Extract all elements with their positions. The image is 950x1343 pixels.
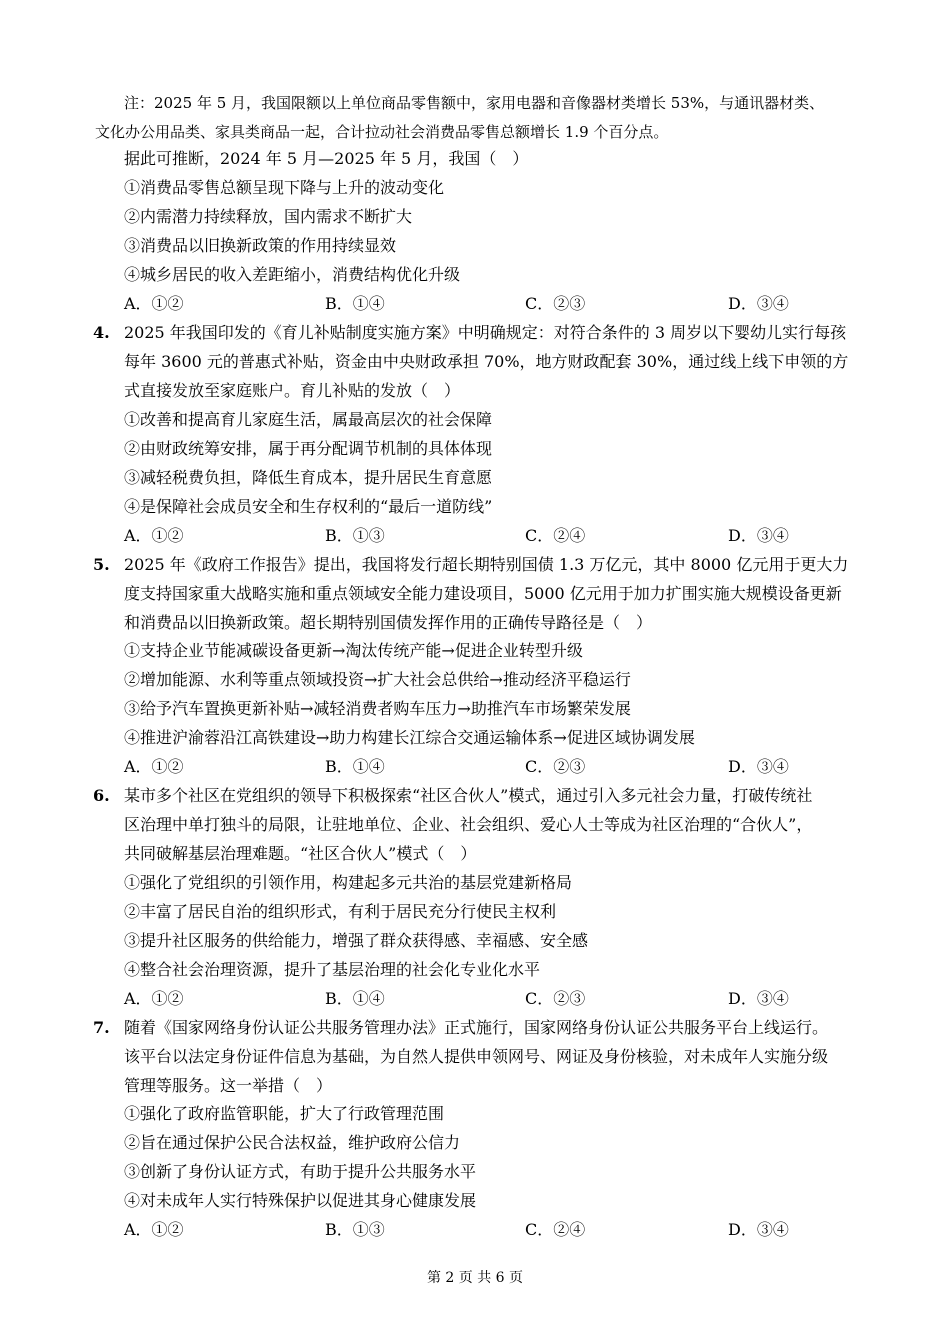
q6-option-a: A．①② xyxy=(124,989,184,1008)
q4-option-b: B．①③ xyxy=(325,526,385,545)
q7-option-a: A．①② xyxy=(124,1220,184,1239)
q5-number: 5. xyxy=(93,555,110,574)
q4-stem-line-1: 2025 年我国印发的《育儿补贴制度实施方案》中明确规定：对符合条件的 3 周岁以下婴幼儿实行每孩 xyxy=(124,323,847,342)
q5-item-1: ①支持企业节能减碳设备更新→淘汰传统产能→促进企业转型升级 xyxy=(124,641,583,660)
note-line-2: 文化办公用品类、家具类商品一起，合计拉动社会消费品零售总额增长 1.9 个百分点。 xyxy=(95,123,669,141)
q6-item-1: ①强化了党组织的引领作用，构建起多元共治的基层党建新格局 xyxy=(124,873,573,892)
q4-option-c: C．②④ xyxy=(525,526,586,545)
q4-item-1: ①改善和提高育儿家庭生活，属最高层次的社会保障 xyxy=(124,410,493,429)
q3-item-4: ④城乡居民的收入差距缩小，消费结构优化升级 xyxy=(124,265,461,284)
q4-item-3: ③减轻税费负担，降低生育成本，提升居民生育意愿 xyxy=(124,468,493,487)
q7-option-b: B．①③ xyxy=(325,1220,385,1239)
q3-option-d: D．③④ xyxy=(728,294,789,313)
q3-item-3: ③消费品以旧换新政策的作用持续显效 xyxy=(124,236,397,255)
q7-stem-line-2: 该平台以法定身份证件信息为基础，为自然人提供申领网号、网证及身份核验，对未成年人实施分级 xyxy=(124,1047,829,1066)
q7-item-2: ②旨在通过保护公民合法权益，维护政府公信力 xyxy=(124,1133,461,1152)
q6-option-c: C．②③ xyxy=(525,989,586,1008)
q7-stem-line-3: 管理等服务。这一举措（ ） xyxy=(124,1076,333,1095)
q5-item-2: ②增加能源、水利等重点领域投资→扩大社会总供给→推动经济平稳运行 xyxy=(124,670,631,689)
q7-option-d: D．③④ xyxy=(728,1220,789,1239)
q6-item-2: ②丰富了居民自治的组织形式，有利于居民充分行使民主权利 xyxy=(124,902,557,921)
q7-item-4: ④对未成年人实行特殊保护以促进其身心健康发展 xyxy=(124,1191,477,1210)
q6-option-b: B．①④ xyxy=(325,989,385,1008)
q7-item-3: ③创新了身份认证方式，有助于提升公共服务水平 xyxy=(124,1162,477,1181)
q6-stem-line-1: 某市多个社区在党组织的领导下积极探索“社区合伙人”模式，通过引入多元社会力量，打破传统社 xyxy=(124,786,813,805)
q5-option-b: B．①④ xyxy=(325,757,385,776)
q5-stem-line-1: 2025 年《政府工作报告》提出，我国将发行超长期特别国债 1.3 万亿元，其中 8000 亿元用于更大力 xyxy=(124,555,849,574)
q3-stem: 据此可推断，2024 年 5 月—2025 年 5 月，我国（ ） xyxy=(124,149,529,168)
q5-option-a: A．①② xyxy=(124,757,184,776)
q4-number: 4. xyxy=(93,323,110,342)
q3-item-1: ①消费品零售总额呈现下降与上升的波动变化 xyxy=(124,178,445,197)
q3-option-a: A．①② xyxy=(124,294,184,313)
q5-stem-line-3: 和消费品以旧换新政策。超长期特别国债发挥作用的正确传导路径是（ ） xyxy=(124,613,653,632)
q5-item-3: ③给予汽车置换更新补贴→减轻消费者购车压力→助推汽车市场繁荣发展 xyxy=(124,699,631,718)
q7-stem-line-1: 随着《国家网络身份认证公共服务管理办法》正式施行，国家网络身份认证公共服务平台上线运行。 xyxy=(124,1018,829,1037)
note-line-1: 注：2025 年 5 月，我国限额以上单位商品零售额中，家用电器和音像器材类增长 53%，与通讯器材类、 xyxy=(124,94,825,112)
q4-stem-line-2: 每年 3600 元的普惠式补贴，资金由中央财政承担 70%，地方财政配套 30%，通过线上线下申领的方 xyxy=(124,352,849,371)
q5-option-c: C．②③ xyxy=(525,757,586,776)
q4-item-4: ④是保障社会成员安全和生存权利的“最后一道防线” xyxy=(124,497,493,516)
q7-option-c: C．②④ xyxy=(525,1220,586,1239)
q6-item-3: ③提升社区服务的供给能力，增强了群众获得感、幸福感、安全感 xyxy=(124,931,589,950)
q3-item-2: ②内需潜力持续释放，国内需求不断扩大 xyxy=(124,207,413,226)
q5-option-d: D．③④ xyxy=(728,757,789,776)
q6-number: 6. xyxy=(93,786,110,805)
q7-item-1: ①强化了政府监管职能，扩大了行政管理范围 xyxy=(124,1104,445,1123)
q6-stem-line-3: 共同破解基层治理难题。“社区合伙人”模式（ ） xyxy=(124,844,477,863)
q5-stem-line-2: 度支持国家重大战略实施和重点领域安全能力建设项目，5000 亿元用于加力扩围实施大规模设备更新 xyxy=(124,584,842,603)
q7-number: 7. xyxy=(93,1018,110,1037)
q6-option-d: D．③④ xyxy=(728,989,789,1008)
page-number-footer: 第 2 页 共 6 页 xyxy=(426,1270,524,1286)
q4-stem-line-3: 式直接发放至家庭账户。育儿补贴的发放（ ） xyxy=(124,381,461,400)
q4-option-d: D．③④ xyxy=(728,526,789,545)
q3-option-c: C．②③ xyxy=(525,294,586,313)
q4-item-2: ②由财政统筹安排，属于再分配调节机制的具体体现 xyxy=(124,439,493,458)
q6-item-4: ④整合社会治理资源，提升了基层治理的社会化专业化水平 xyxy=(124,960,541,979)
q3-option-b: B．①④ xyxy=(325,294,385,313)
q4-option-a: A．①② xyxy=(124,526,184,545)
q6-stem-line-2: 区治理中单打独斗的局限，让驻地单位、企业、社会组织、爱心人士等成为社区治理的“合伙人”， xyxy=(124,815,813,834)
q5-item-4: ④推进沪渝蓉沿江高铁建设→助力构建长江综合交通运输体系→促进区域协调发展 xyxy=(124,728,695,747)
